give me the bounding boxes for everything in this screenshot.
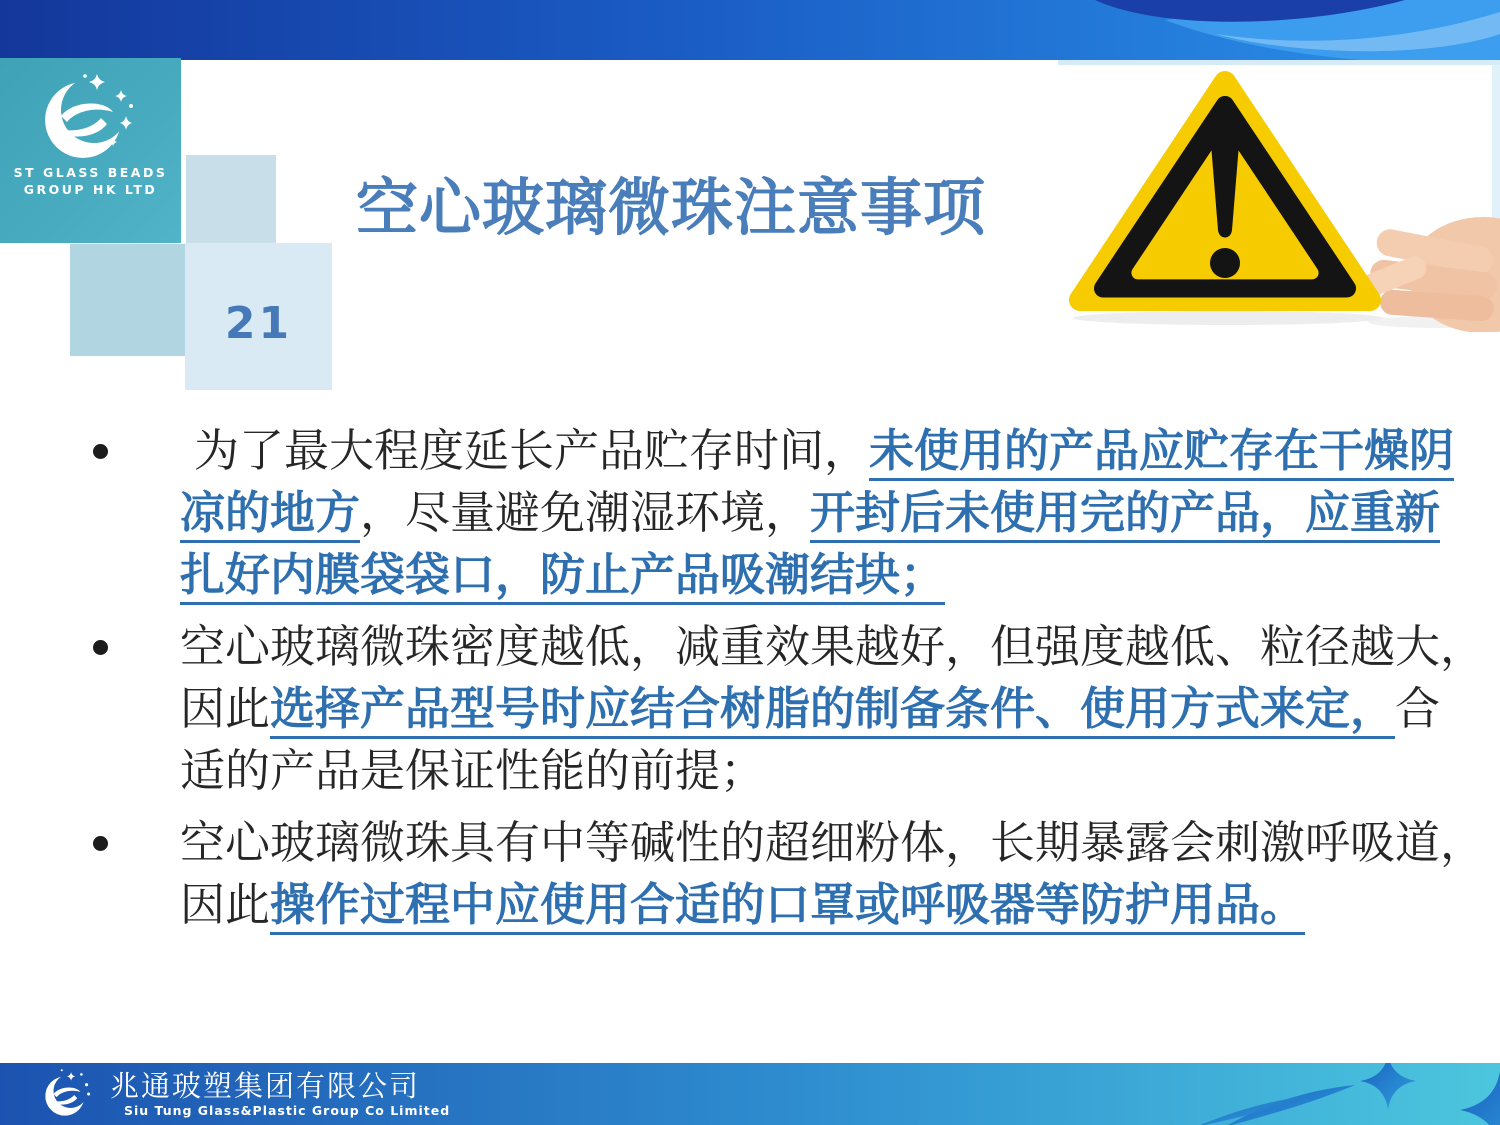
bullet-item-safety <box>85 812 1485 936</box>
top-wave-band <box>0 0 1500 60</box>
warning-triangle-icon <box>1058 60 1500 332</box>
warning-photo <box>1058 60 1500 332</box>
brand-name-line2: GROUP HK LTD <box>23 182 158 197</box>
bullet-item-density <box>85 616 1485 802</box>
bullet-dot <box>93 836 108 851</box>
footer-logo-icon <box>38 1067 100 1121</box>
bullet-2-line-3: 适的产品是保证性能的前提； <box>180 744 766 797</box>
deco-square-small <box>186 155 276 243</box>
footer-company-name-en: Siu Tung Glass&Plastic Group Co Limited <box>124 1103 451 1118</box>
bullet-2-line-1: 空心玻璃微珠密度越低，减重效果越好，但强度越低、粒径越大， <box>180 620 1486 673</box>
top-wave-graphic <box>0 0 1500 60</box>
footer-band <box>0 1063 1500 1125</box>
crescent-star-logo-icon <box>31 68 151 164</box>
bullet-2-line-2: 因此选择产品型号时应结合树脂的制备条件、使用方式来定，合 <box>180 678 1485 740</box>
bullet-item-storage <box>85 420 1485 606</box>
hand-graphic <box>1353 217 1500 332</box>
bullet-dot <box>93 640 108 655</box>
brand-logo-box <box>0 58 181 243</box>
footer-brand <box>38 1067 450 1121</box>
bullet-3-line-2: 因此操作过程中应使用合适的口罩或呼吸器等防护用品。 <box>180 874 1485 936</box>
page-number: 21 <box>224 298 293 349</box>
brand-name <box>14 164 168 198</box>
page-number-square <box>185 243 332 390</box>
bullet-1-line-1: 为了最大程度延长产品贮存时间，未使用的产品应贮存在干燥阴 <box>180 420 1485 482</box>
footer-company-name-cn: 兆通玻塑集团有限公司 <box>110 1069 421 1103</box>
deco-square-medium <box>70 244 185 356</box>
bullet-3-line-1: 空心玻璃微珠具有中等碱性的超细粉体，长期暴露会刺激呼吸道， <box>180 816 1486 869</box>
slide-title: 空心玻璃微珠注意事项 <box>356 171 987 244</box>
bullet-dot <box>93 444 108 459</box>
bullet-1-line-3: 扎好内膜袋袋口，防止产品吸潮结块； <box>180 544 1485 606</box>
bullet-1-line-2: 凉的地方，尽量避免潮湿环境，开封后未使用完的产品，应重新 <box>180 482 1485 544</box>
brand-name-line1: ST GLASS BEADS <box>13 165 168 180</box>
bullet-list <box>85 420 1485 946</box>
